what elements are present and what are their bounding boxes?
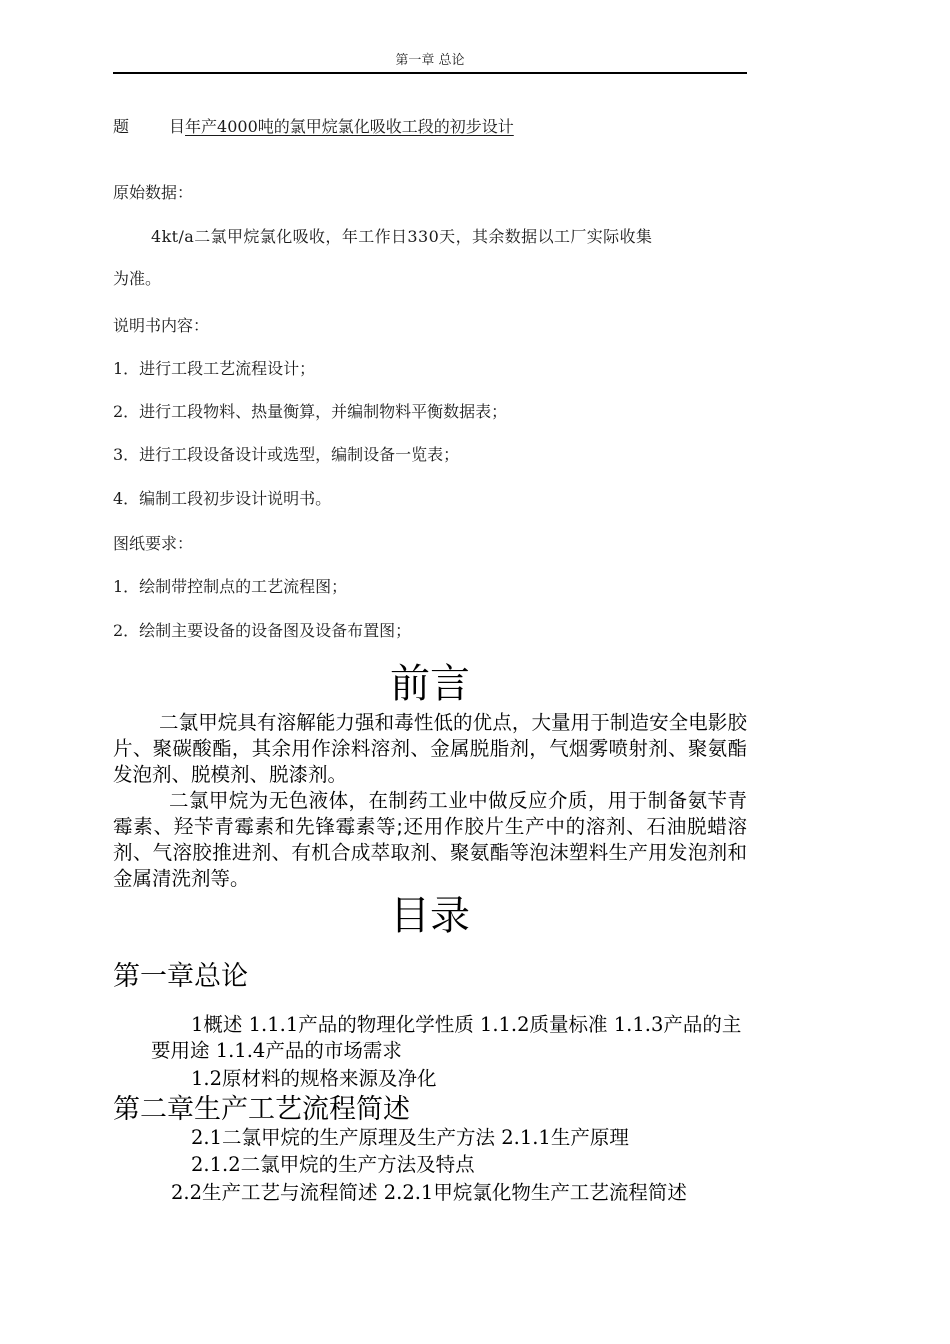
- drawing-item-1: 1．绘制带控制点的工艺流程图；: [113, 577, 348, 596]
- toc-section-2-1-2: 2.1.2二氯甲烷的生产方法及特点: [191, 1153, 475, 1176]
- raw-data-heading: 原始数据：: [113, 183, 194, 202]
- toc-section-2-1: 2.1二氯甲烷的生产原理及生产方法 2.1.1生产原理: [191, 1126, 629, 1149]
- title-label-char-2: 目: [169, 117, 186, 136]
- toc-heading: 目录: [390, 893, 470, 939]
- design-title: 年产4000吨的氯甲烷氯化吸收工段的初步设计: [185, 117, 514, 136]
- spec-item-3: 3．进行工段设备设计或选型，编制设备一览表；: [113, 445, 460, 464]
- drawing-item-2: 2．绘制主要设备的设备图及设备布置图；: [113, 621, 412, 640]
- design-title-line: [113, 114, 514, 137]
- preface-paragraph-2: 二氯甲烷为无色液体，在制药工业中做反应介质，用于制备氨苄青霉素、羟苄青霉素和先锋霉素等;还用作胶片生产中的溶剂、石油脱蜡溶剂、气溶胶推进剂、有机合成萃取剂、聚氨酯等泡沫塑料生产用发泡剂和金属清洗剂等。: [113, 789, 747, 890]
- raw-data-line-2: 为准。: [113, 269, 162, 288]
- spec-item-1: 1．进行工段工艺流程设计；: [113, 359, 316, 378]
- running-header: 第一章 总论: [395, 53, 465, 68]
- drawing-heading: 图纸要求：: [113, 534, 194, 553]
- spec-item-2: 2．进行工段物料、热量衡算，并编制物料平衡数据表；: [113, 402, 508, 421]
- preface-paragraph-1: 二氯甲烷具有溶解能力强和毒性低的优点，大量用于制造安全电影胶片、聚碳酸酯，其余用作涂料溶剂、金属脱脂剂，气烟雾喷射剂、聚氨酯发泡剂、脱模剂、脱漆剂。: [113, 711, 747, 786]
- spec-heading: 说明书内容：: [113, 316, 210, 335]
- toc-chapter-1: 第一章总论: [113, 961, 248, 992]
- toc-section-2-2: 2.2生产工艺与流程简述 2.2.1甲烷氯化物生产工艺流程简述: [171, 1181, 687, 1204]
- header-rule: [113, 72, 747, 74]
- preface-heading: 前言: [390, 661, 470, 707]
- spec-item-4: 4．编制工段初步设计说明书。: [113, 489, 332, 508]
- raw-data-line-1: 4kt/a二氯甲烷氯化吸收，年工作日330天，其余数据以工厂实际收集: [151, 227, 653, 246]
- toc-chapter-2: 第二章生产工艺流程简述: [113, 1094, 410, 1125]
- toc-section-1-1: 1概述 1.1.1产品的物理化学性质 1.1.2质量标准 1.1.3产品的主要用途 1.1.4产品的市场需求: [151, 1013, 742, 1062]
- title-label-char-1: 题: [113, 117, 130, 136]
- toc-section-1-2: 1.2原材料的规格来源及净化: [191, 1067, 437, 1090]
